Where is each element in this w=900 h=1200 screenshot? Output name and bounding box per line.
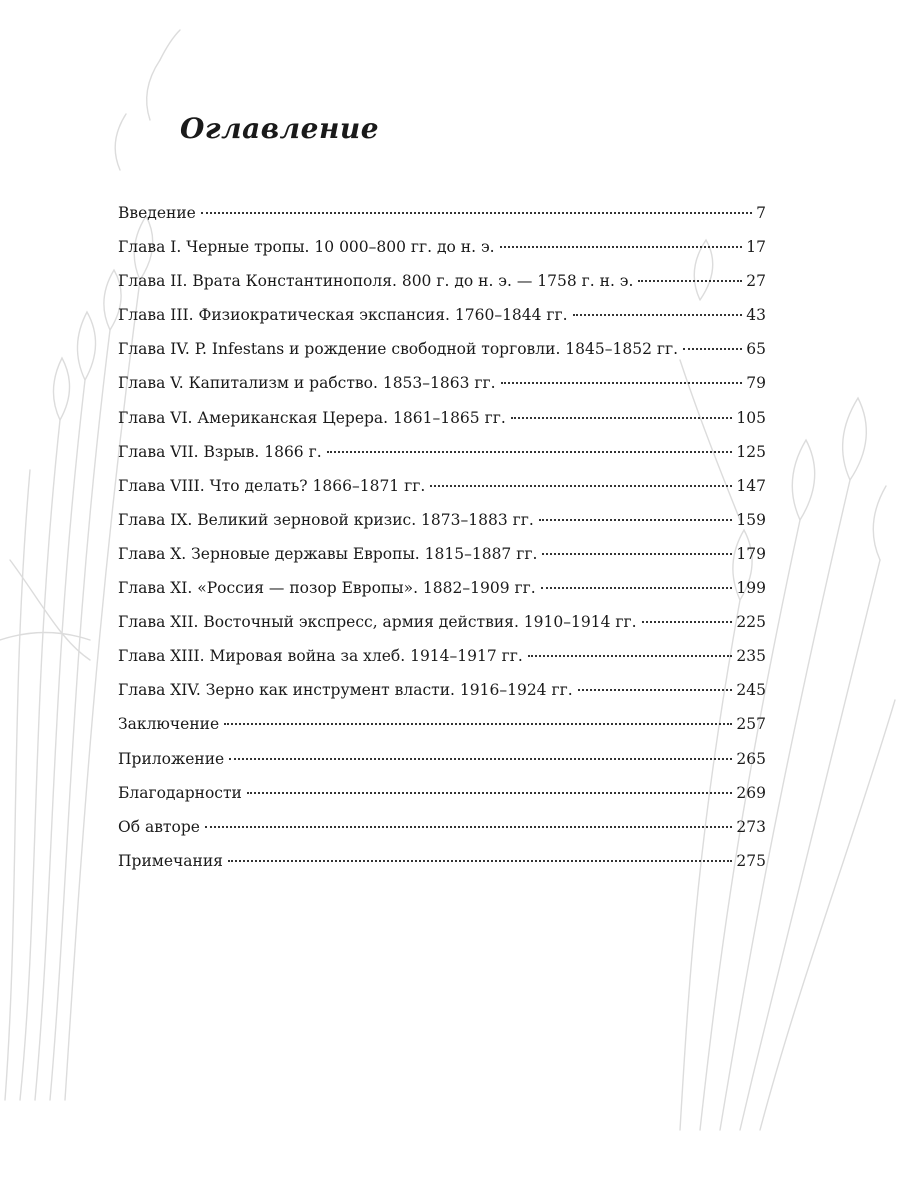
- toc-entry[interactable]: [118, 366, 766, 400]
- toc-dot-leader: [228, 859, 732, 862]
- toc-entry-page: 159: [736, 510, 766, 529]
- toc-dot-leader: [539, 518, 733, 521]
- toc-dot-leader: [247, 791, 733, 794]
- toc-entry-page: 147: [736, 476, 766, 495]
- toc-title: Оглавление: [180, 112, 380, 145]
- toc-entry-page: 199: [736, 579, 766, 598]
- toc-entry-page: 7: [756, 204, 766, 222]
- toc-entry[interactable]: [118, 401, 766, 435]
- toc-entry-page: 269: [736, 783, 766, 802]
- toc-entry[interactable]: [118, 707, 766, 741]
- toc-entry[interactable]: [118, 605, 766, 639]
- toc-entry-page: 265: [736, 749, 766, 768]
- toc-dot-leader: [327, 450, 733, 453]
- toc-entry-page: 105: [736, 408, 766, 427]
- toc-entry-label: Глава X. Зерновые державы Европы. 1815–1887 гг.: [118, 544, 538, 563]
- toc-entry-label: Глава VIII. Что делать? 1866–1871 гг.: [118, 476, 426, 495]
- toc-dot-leader: [229, 757, 732, 760]
- toc-entry[interactable]: [118, 742, 766, 776]
- toc-entry-label: Глава III. Физиократическая экспансия. 1760–1844 гг.: [118, 306, 568, 325]
- toc-entry-page: 275: [736, 851, 766, 870]
- toc-entry[interactable]: [118, 571, 766, 605]
- toc-entry[interactable]: [118, 639, 766, 673]
- toc-entry-label: Об авторе: [118, 817, 200, 836]
- toc-entry-page: 79: [746, 374, 766, 393]
- toc-entry-label: Глава VII. Взрыв. 1866 г.: [118, 442, 322, 461]
- toc-entry-label: Глава IX. Великий зерновой кризис. 1873–1883 гг.: [118, 510, 534, 529]
- toc-entry[interactable]: [118, 435, 766, 469]
- toc-entry-page: 273: [736, 817, 766, 836]
- toc-entry-page: 257: [736, 715, 766, 734]
- toc-entry-label: Глава VI. Американская Церера. 1861–1865 гг.: [118, 408, 506, 427]
- table-of-contents: [118, 196, 766, 878]
- toc-dot-leader: [542, 552, 732, 555]
- toc-entry-page: 125: [736, 442, 766, 461]
- toc-entry[interactable]: [118, 230, 766, 264]
- toc-entry-label: Приложение: [118, 749, 225, 768]
- toc-dot-leader: [501, 381, 743, 384]
- toc-entry[interactable]: [118, 469, 766, 503]
- toc-entry[interactable]: [118, 196, 766, 230]
- toc-dot-leader: [201, 211, 752, 214]
- toc-entry[interactable]: [118, 537, 766, 571]
- toc-entry[interactable]: [118, 844, 766, 878]
- toc-entry[interactable]: [118, 810, 766, 844]
- toc-entry-label: Глава I. Черные тропы. 10 000–800 гг. до н. э.: [118, 238, 495, 257]
- toc-entry-page: 65: [746, 340, 766, 359]
- toc-entry-label: Введение: [118, 204, 196, 222]
- toc-dot-leader: [205, 825, 732, 828]
- toc-dot-leader: [528, 654, 733, 657]
- toc-entry-page: 245: [736, 681, 766, 700]
- toc-entry[interactable]: [118, 332, 766, 366]
- toc-dot-leader: [683, 347, 742, 350]
- toc-dot-leader: [541, 586, 733, 589]
- toc-dot-leader: [578, 688, 733, 691]
- toc-entry-page: 225: [736, 613, 766, 632]
- toc-entry-label: Примечания: [118, 851, 223, 870]
- toc-entry-label: Глава XIV. Зерно как инструмент власти. 1916–1924 гг.: [118, 681, 573, 700]
- toc-entry-label: Глава V. Капитализм и рабство. 1853–1863 гг.: [118, 374, 496, 393]
- toc-entry-label: Глава XI. «Россия — позор Европы». 1882–1909 гг.: [118, 579, 536, 598]
- toc-entry-label: Глава XIII. Мировая война за хлеб. 1914–1917 гг.: [118, 647, 523, 666]
- toc-entry-label: Заключение: [118, 715, 220, 734]
- toc-dot-leader: [430, 484, 732, 487]
- toc-entry-label: Благодарности: [118, 783, 242, 802]
- toc-dot-leader: [500, 245, 743, 248]
- toc-dot-leader: [642, 620, 733, 623]
- toc-entry-page: 43: [746, 306, 766, 325]
- toc-dot-leader: [638, 279, 742, 282]
- toc-entry-label: Глава XII. Восточный экспресс, армия действия. 1910–1914 гг.: [118, 613, 637, 632]
- toc-entry-label: Глава II. Врата Константинополя. 800 г. до н. э. — 1758 г. н. э.: [118, 272, 634, 291]
- toc-entry[interactable]: [118, 673, 766, 707]
- toc-dot-leader: [511, 416, 733, 419]
- toc-dot-leader: [224, 722, 732, 725]
- toc-dot-leader: [573, 313, 743, 316]
- toc-entry-page: 235: [736, 647, 766, 666]
- toc-entry[interactable]: [118, 776, 766, 810]
- toc-entry[interactable]: [118, 264, 766, 298]
- toc-entry-page: 17: [746, 238, 766, 257]
- toc-entry[interactable]: [118, 298, 766, 332]
- toc-entry-page: 179: [736, 544, 766, 563]
- toc-entry[interactable]: [118, 503, 766, 537]
- toc-entry-page: 27: [746, 272, 766, 291]
- toc-entry-label: Глава IV. P. Infestans и рождение свободной торговли. 1845–1852 гг.: [118, 340, 679, 359]
